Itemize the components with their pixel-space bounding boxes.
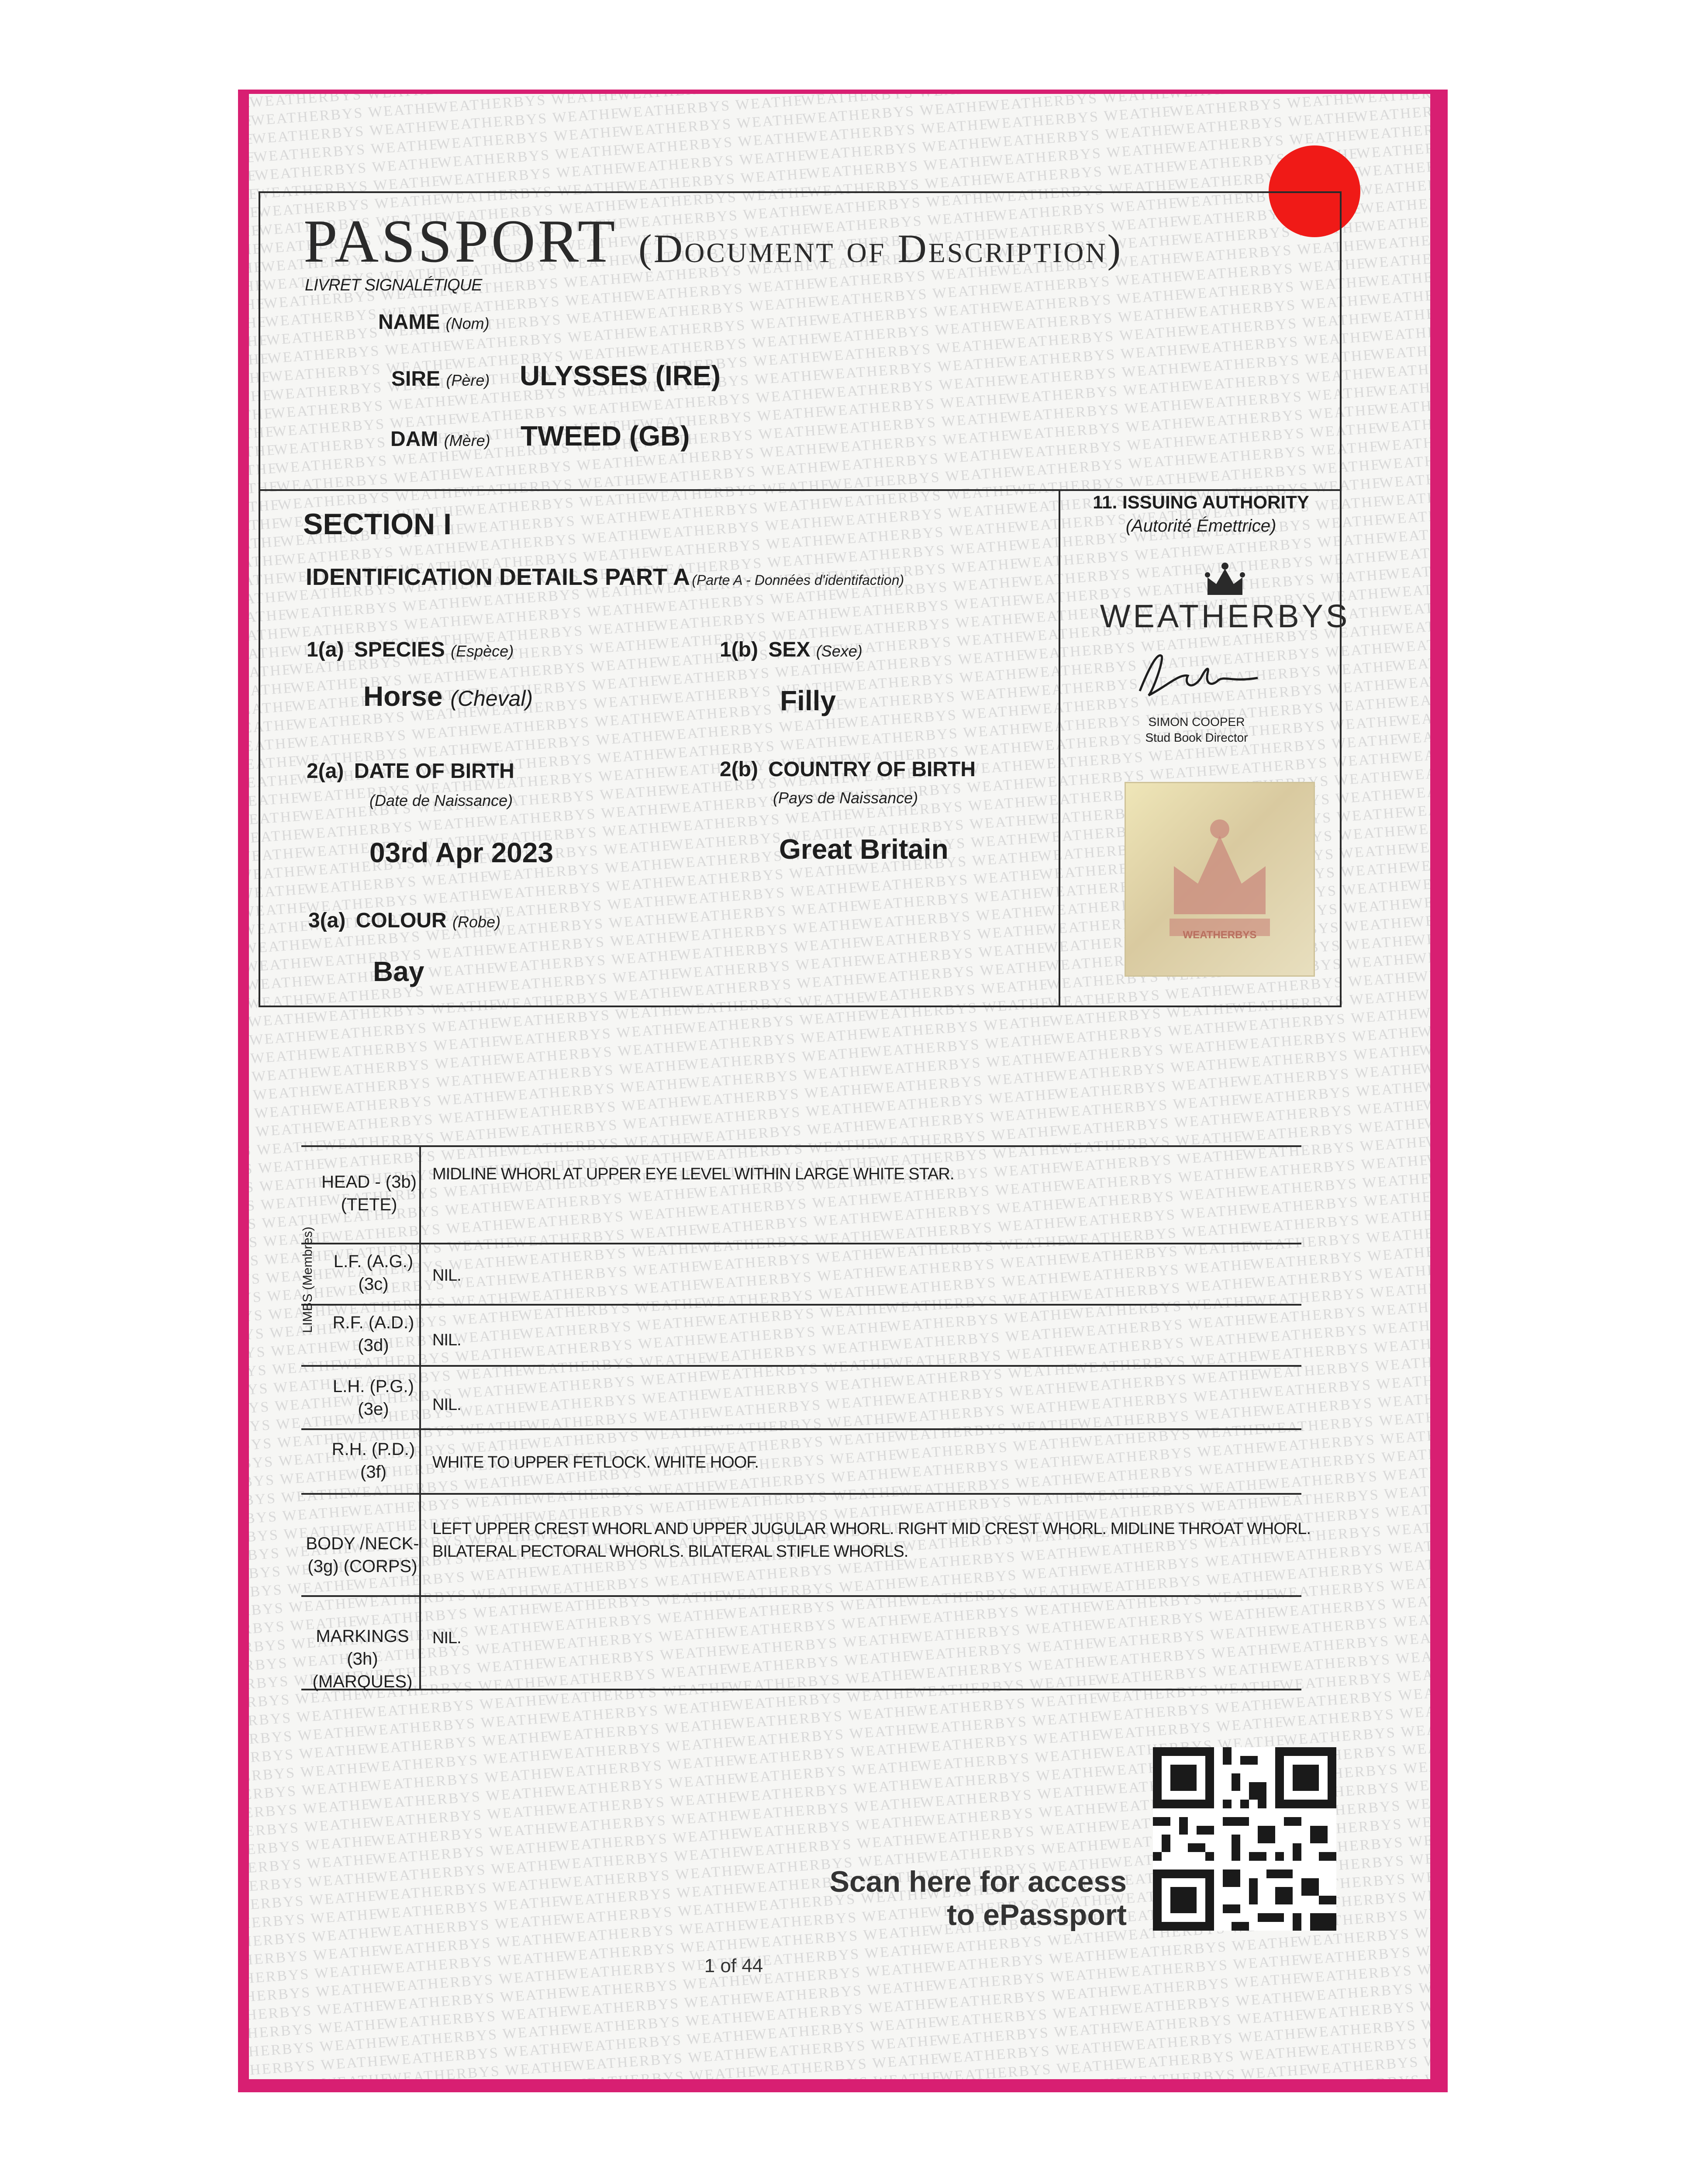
- row-line: [301, 1365, 1301, 1367]
- rf-value: NIL.: [432, 1331, 461, 1349]
- species-value-field: [363, 680, 533, 715]
- cob-label: COUNTRY OF BIRTH: [768, 758, 976, 781]
- species-label-fr: (Espèce): [451, 642, 514, 660]
- body-label: [306, 1532, 419, 1578]
- markings-label-line1: MARKINGS (3h): [316, 1627, 409, 1669]
- body-value-line2: BILATERAL PECTORAL WHORLS. BILATERAL STIFLE WHORLS.: [432, 1542, 908, 1561]
- limbs-vertical-label: LIMBS (Membres): [300, 1227, 315, 1333]
- signatory-role: Stud Book Director: [1145, 731, 1248, 744]
- head-label-line1: HEAD - (3b): [321, 1172, 417, 1192]
- head-label: [319, 1171, 419, 1216]
- row-line: [301, 1304, 1301, 1306]
- dam-value: TWEED (GB): [521, 420, 690, 452]
- dam-field: [390, 426, 490, 454]
- species-number: 1(a): [307, 638, 344, 661]
- colour-field: [308, 908, 500, 935]
- qr-code-icon[interactable]: [1153, 1747, 1336, 1931]
- dob-field: [307, 758, 514, 784]
- colour-number: 3(a): [308, 909, 346, 932]
- dob-label: DATE OF BIRTH: [354, 760, 514, 783]
- dob-number: 2(a): [307, 760, 344, 783]
- lf-label: [323, 1250, 424, 1296]
- name-label-fr: (Nom): [445, 314, 490, 332]
- dob-value: 03rd Apr 2023: [369, 837, 553, 868]
- lh-label-line2: (3e): [358, 1400, 389, 1419]
- species-value: Horse: [363, 681, 443, 712]
- scan-text-line2: to ePassport: [947, 1898, 1127, 1932]
- passport-title: PASSPORT: [304, 207, 618, 275]
- authority-title-fr: (Autorité Émettrice): [1125, 516, 1276, 536]
- rh-value: WHITE TO UPPER FETLOCK. WHITE HOOF.: [432, 1453, 759, 1472]
- species-value-fr: (Cheval): [450, 686, 533, 711]
- lf-value: NIL.: [432, 1266, 461, 1285]
- cob-value: Great Britain: [779, 833, 949, 865]
- sex-label: SEX: [768, 638, 811, 661]
- passport-subtitle: (Document of Description): [638, 226, 1123, 271]
- authority-title: 11. ISSUING AUTHORITY: [1093, 492, 1309, 512]
- colour-label-fr: (Robe): [452, 913, 501, 931]
- sire-label: SIRE: [391, 367, 441, 390]
- sire-value: ULYSSES (IRE): [520, 360, 721, 391]
- rf-label-line1: R.F. (A.D.): [332, 1313, 414, 1332]
- row-line: [301, 1428, 1301, 1430]
- page-number: 1 of 44: [704, 1955, 763, 1977]
- row-line: [301, 1689, 1301, 1690]
- section-title: SECTION I: [303, 508, 452, 541]
- scan-text-line1: Scan here for access: [829, 1865, 1127, 1898]
- rh-label: [323, 1438, 424, 1483]
- hologram-seal: [1125, 782, 1315, 977]
- hologram-text: WEATHERBYS: [1183, 929, 1257, 941]
- dam-label: DAM: [390, 428, 438, 451]
- row-line: [301, 1145, 1301, 1147]
- sex-field: [720, 637, 862, 664]
- subtitle-french: LIVRET SIGNALÉTIQUE: [305, 276, 482, 294]
- sire-label-fr: (Père): [446, 371, 490, 389]
- sex-label-fr: (Sexe): [816, 642, 862, 660]
- row-line: [301, 1595, 1301, 1597]
- section-subtitle-en: IDENTIFICATION DETAILS PART A: [306, 564, 690, 590]
- dam-label-fr: (Mère): [444, 432, 490, 449]
- sex-value: Filly: [780, 685, 836, 716]
- row-line: [301, 1493, 1301, 1495]
- signatory-name: SIMON COOPER: [1148, 715, 1245, 729]
- crown-logo-icon: [1203, 560, 1247, 599]
- species-label: SPECIES: [354, 638, 445, 661]
- lf-label-line2: (3c): [358, 1275, 389, 1294]
- species-field: [307, 637, 514, 664]
- weatherbys-logo-text: WEATHERBYS: [1100, 598, 1350, 634]
- cob-label-fr: (Pays de Naissance): [773, 789, 918, 807]
- rf-label: [323, 1311, 424, 1357]
- body-label-line1: BODY /NECK-: [306, 1534, 419, 1553]
- cob-field: [720, 757, 976, 783]
- body-label-line2: (3g) (CORPS): [307, 1557, 417, 1576]
- name-field: [378, 309, 490, 337]
- markings-value: NIL.: [432, 1629, 461, 1647]
- rh-label-line2: (3f): [360, 1462, 386, 1482]
- name-label: NAME: [378, 311, 440, 334]
- head-value: MIDLINE WHORL AT UPPER EYE LEVEL WITHIN LARGE WHITE STAR.: [432, 1165, 954, 1183]
- colour-label: COLOUR: [355, 909, 447, 932]
- lf-label-line1: L.F. (A.G.): [333, 1252, 414, 1271]
- colour-value: Bay: [373, 956, 424, 987]
- section-subtitle-fr: (Parte A - Données d'identifaction): [692, 572, 904, 588]
- row-line: [301, 1243, 1301, 1244]
- hologram-crown-icon: [1126, 783, 1314, 975]
- sex-number: 1(b): [720, 638, 758, 661]
- rh-label-line1: R.H. (P.D.): [331, 1440, 415, 1459]
- dob-label-fr: (Date de Naissance): [369, 791, 513, 809]
- signature-icon: [1131, 643, 1262, 708]
- sire-field: [391, 366, 490, 394]
- lh-label-line1: L.H. (P.G.): [333, 1377, 414, 1396]
- markings-label: [306, 1625, 419, 1693]
- markings-label-line2: (MARQUES): [312, 1672, 413, 1691]
- cob-number: 2(b): [720, 758, 758, 781]
- head-label-line2: (TETE): [341, 1195, 397, 1214]
- section-subtitle: [306, 563, 904, 598]
- lh-value: NIL.: [432, 1396, 461, 1414]
- authority-divider: [1059, 489, 1060, 1007]
- body-value-line1: LEFT UPPER CREST WHORL AND UPPER JUGULAR WHORL. RIGHT MID CREST WHORL. MIDLINE THROAT WHORL.: [432, 1520, 1311, 1538]
- rf-label-line2: (3d): [358, 1336, 389, 1355]
- lh-label: [323, 1375, 424, 1420]
